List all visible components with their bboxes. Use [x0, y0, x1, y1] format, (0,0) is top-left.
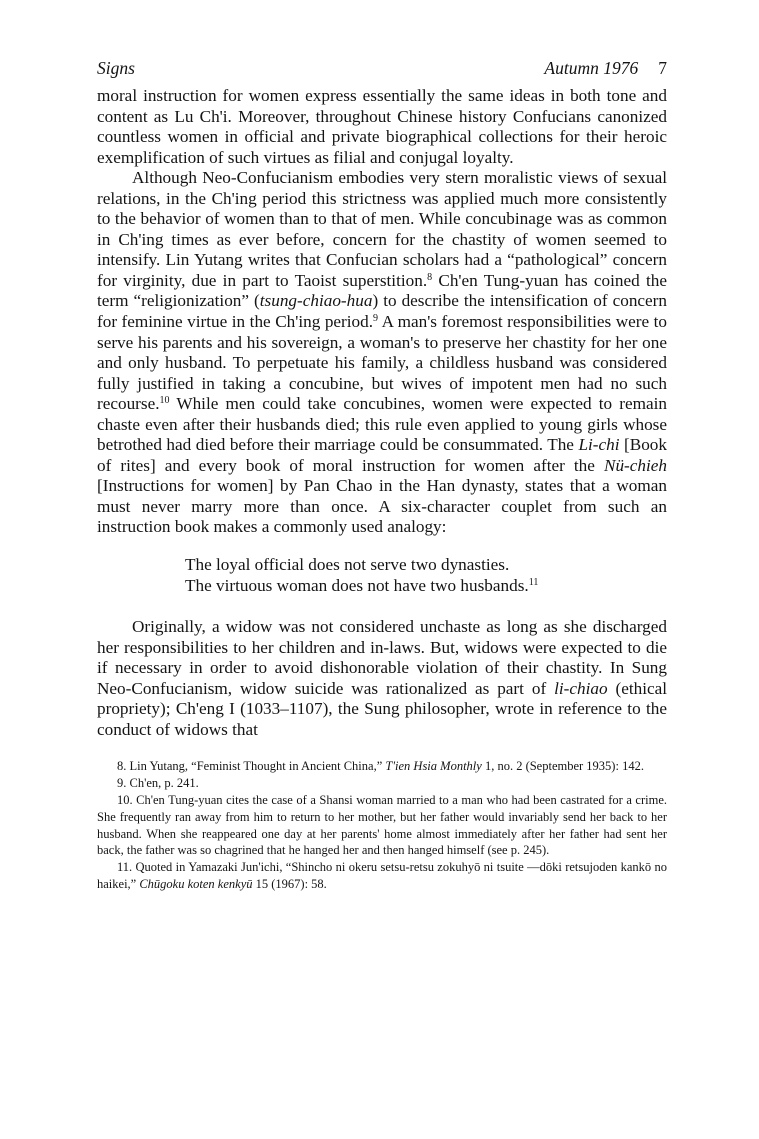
footnote-11-text-b: 15 (1967): 58. — [252, 876, 327, 891]
footnote-11 — [97, 859, 667, 893]
couplet-line-1: The loyal official does not serve two dynasties. — [185, 555, 510, 575]
footnote-9: 9. Ch'en, p. 241. — [117, 776, 199, 791]
paragraph-2-text-d: A man's foremost responsibilities were to serve his parents and his sovereign, a woman's to preserve her chastity for her one and only husband. To perpetuate his family, a childless husband was considered fully justified in taking a concubine, but wives of impotent men had no such recourse. — [97, 312, 667, 414]
paragraph-3 — [97, 617, 667, 740]
running-header — [97, 58, 667, 86]
journal-title: Signs — [97, 58, 135, 78]
paragraph-2-text-e: While men could take concubines, women were expected to remain chaste even after their husbands died; this rule even applied to young girls whose betrothed had died before their marriage could be consummated. The — [97, 394, 667, 455]
body-text — [97, 86, 667, 740]
term-tsung-chiao-hua: tsung-chiao-hua — [259, 291, 373, 311]
paragraph-2-text-c: ) to describe the intensification of concern for feminine virtue in the Ch'ing period. — [97, 291, 667, 332]
footnote-11-journal: Chūgoku koten kenkyū — [139, 876, 253, 891]
paragraph-2 — [97, 168, 667, 538]
page-number: 7 — [658, 58, 667, 78]
block-quote-couplet — [97, 555, 667, 596]
paragraph-2-text-g: [Instructions for women] by Pan Chao in the Han dynasty, states that a woman must never marry more than once. A six-character couplet from such an instruction book makes a commonly used analogy: — [97, 476, 667, 537]
paragraph-2-text-b: Ch'en Tung-yuan has coined the term “religionization” ( — [97, 270, 667, 311]
term-li-chiao: li-chiao — [554, 678, 608, 698]
footnote-ref-10: 10 — [159, 395, 170, 407]
footnote-8 — [97, 758, 667, 775]
paragraph-2-text-a: Although Neo-Confucianism embodies very stern moralistic views of sexual relations, in the Ch'ing period this strictness was applied much more consistently to the behavior of women than to that of men. While concubinage was as common in Ch'ing times as ever before, concern for the chastity of women seemed to intensify. Lin Yutang writes that Confucian scholars had a “pathological” concern for virginity, due in part to Taoist superstition. — [97, 168, 667, 290]
couplet-line-2 — [185, 576, 667, 597]
page — [97, 58, 667, 893]
couplet-line-2-text: The virtuous woman does not have two husbands. — [185, 575, 529, 595]
footnote-ref-11: 11 — [528, 576, 539, 588]
paragraph-3-text-a: Originally, a widow was not considered unchaste as long as she discharged her responsibilities to her children and in-laws. But, widows were expected to die if necessary in order to avoid dishonorable violation of their chastity. In Sung Neo-Confucianism, widow suicide was rationalized as part of — [97, 617, 667, 698]
footnote-8-text-b: 1, no. 2 (September 1935): 142. — [481, 759, 644, 774]
footnotes — [97, 758, 667, 892]
title-li-chi: Li-chi — [578, 435, 620, 455]
footnote-8-text-a: 8. Lin Yutang, “Feminist Thought in Ancient China,” — [117, 759, 386, 774]
footnote-11-text-a: 11. Quoted in Yamazaki Jun'ichi, “Shincho ni okeru setsu-retsu zokuhyō ni tsuite —dōki retsujoden kankō no haikei,” — [97, 860, 667, 891]
issue-date: Autumn 1976 — [544, 58, 639, 78]
footnote-10: 10. Ch'en Tung-yuan cites the case of a Shansi woman married to a man who had been castrated for a crime. She frequently ran away from him to return to her mother, but her father would invariably send her back to her husband. When she reappeared one day at her parents' home almost immediately after her father had sent her back, the father was so chagrined that he hanged her and then hanged himself (see p. 245). — [97, 793, 667, 858]
footnote-ref-8: 8 — [427, 271, 433, 283]
paragraph-3-text-b: (ethical propriety); Ch'eng I (1033–1107), the Sung philosopher, wrote in reference to the conduct of widows that — [97, 678, 668, 739]
paragraph-2-text-f: [Book of rites] and every book of moral instruction for women after the — [97, 435, 667, 475]
footnote-ref-9: 9 — [373, 313, 379, 325]
issue-and-page — [544, 58, 667, 79]
paragraph-1: moral instruction for women express essentially the same ideas in both tone and content as Lu Ch'i. Moreover, throughout Chinese history Confucians canonized countless women in official and private biographical collections for their heroic exemplification of such virtues as filial and conjugal loyalty. — [97, 86, 667, 167]
footnote-8-journal: T'ien Hsia Monthly — [385, 759, 482, 774]
title-nu-chieh: Nü-chieh — [603, 455, 667, 475]
